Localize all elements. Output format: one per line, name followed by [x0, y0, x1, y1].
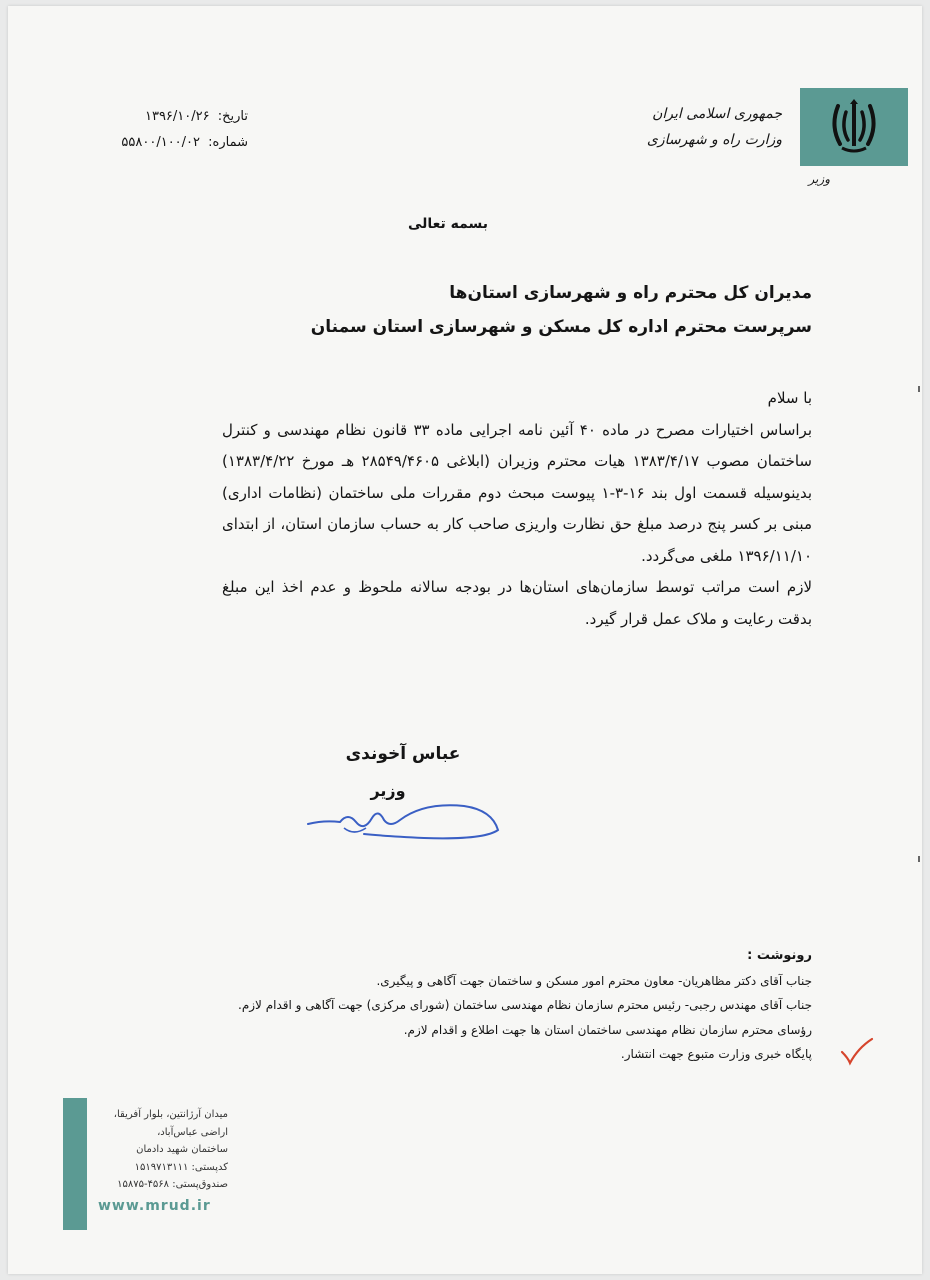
body-paragraph: براساس اختیارات مصرح در ماده ۴۰ آئین نامه اجرایی ماده ۳۳ قانون نظام مهندسی و کنترل ساختمان مصوب ۱۳۸۳/۴/۱۷ هیات محترم وزیران (ابلاغی ۲۸۵۴۹/۴۶۰۵ هـ مورخ ۱۳۸۳/۴/۲۲) بدینوسیله قسمت اول بند ۱۶-۳-۱ پیوست مبحث دوم مقررات ملی ساختمان (نظامات اداری) مبنی بر کسر پنج درصد مبلغ حق نظارت واریزی صاحب کار به حساب سازمان استان، از ابتدای ۱۳۹۶/۱۱/۱۰ ملغی می‌گردد. — [222, 420, 813, 565]
cc-title: رونوشت : — [747, 948, 812, 963]
address-line: میدان آرژانتین، بلوار آفریقا، — [113, 1109, 228, 1120]
footer-accent-bar — [63, 1098, 87, 1230]
iran-emblem-icon — [828, 98, 880, 156]
recipient-line: مدیران کل محترم راه و شهرسازی استان‌ها — [449, 283, 812, 303]
letter-page — [8, 6, 922, 1274]
cc-line: جناب آقای دکتر مظاهریان- معاون محترم امور مسکن و ساختمان جهت آگاهی و پیگیری. — [376, 973, 812, 988]
number-row — [98, 130, 248, 156]
recipient-line: سرپرست محترم اداره کل مسکن و شهرسازی استان سمنان — [310, 317, 812, 337]
margin-tick — [918, 386, 920, 392]
cc-block — [162, 944, 812, 1067]
letter-body — [222, 383, 812, 635]
po-box: صندوق‌پستی: ۴۵۶۸-۱۵۸۷۵ — [117, 1179, 228, 1190]
emblem-box — [800, 88, 908, 166]
number-label: شماره: — [208, 135, 248, 150]
letter-meta — [98, 104, 248, 156]
office-label: وزیر — [808, 172, 830, 186]
recipients-block — [212, 276, 812, 344]
check-mark-icon — [840, 1036, 874, 1066]
handwritten-signature — [304, 794, 504, 850]
address-line: اراضی عباس‌آباد، — [157, 1126, 228, 1138]
signatory-title: وزیر — [370, 781, 406, 800]
cc-line: پایگاه خبری وزارت متبوع جهت انتشار. — [620, 1047, 812, 1061]
cc-line: جناب آقای مهندس رجبی- رئیس محترم سازمان نظام مهندسی ساختمان (شورای مرکزی) جهت آگاهی و اقدام لازم. — [238, 998, 812, 1012]
website-link[interactable]: www.mrud.ir — [98, 1198, 211, 1214]
basmala: بسمه تعالی — [407, 216, 489, 232]
country-name: جمهوری اسلامی ایران — [652, 106, 782, 122]
cc-line: رؤسای محترم سازمان نظام مهندسی ساختمان استان ها جهت اطلاع و اقدام لازم. — [403, 1022, 812, 1037]
date-row — [98, 104, 248, 130]
greeting: با سلام — [767, 389, 812, 407]
address-line: ساختمان شهید دادمان — [136, 1144, 228, 1155]
signatory-name: عباس آخوندی — [345, 744, 461, 764]
margin-tick — [918, 856, 920, 862]
body-paragraph: لازم است مراتب توسط سازمان‌های استان‌ها در بودجه سالانه ملحوظ و عدم اخذ این مبلغ بدقت رعایت و ملاک عمل قرار گیرد. — [222, 578, 812, 628]
ministry-name: وزارت راه و شهرسازی — [646, 132, 782, 148]
date-label: تاریخ: — [217, 109, 248, 124]
date-value: ۱۳۹۶/۱۰/۲۶ — [144, 109, 210, 124]
ministry-heading — [622, 101, 782, 153]
address-block — [98, 1106, 228, 1194]
postal-code: کدپستی: ۱۵۱۹۷۱۳۱۱۱ — [134, 1161, 228, 1173]
number-value: ۵۵۸۰۰/۱۰۰/۰۲ — [121, 135, 201, 150]
